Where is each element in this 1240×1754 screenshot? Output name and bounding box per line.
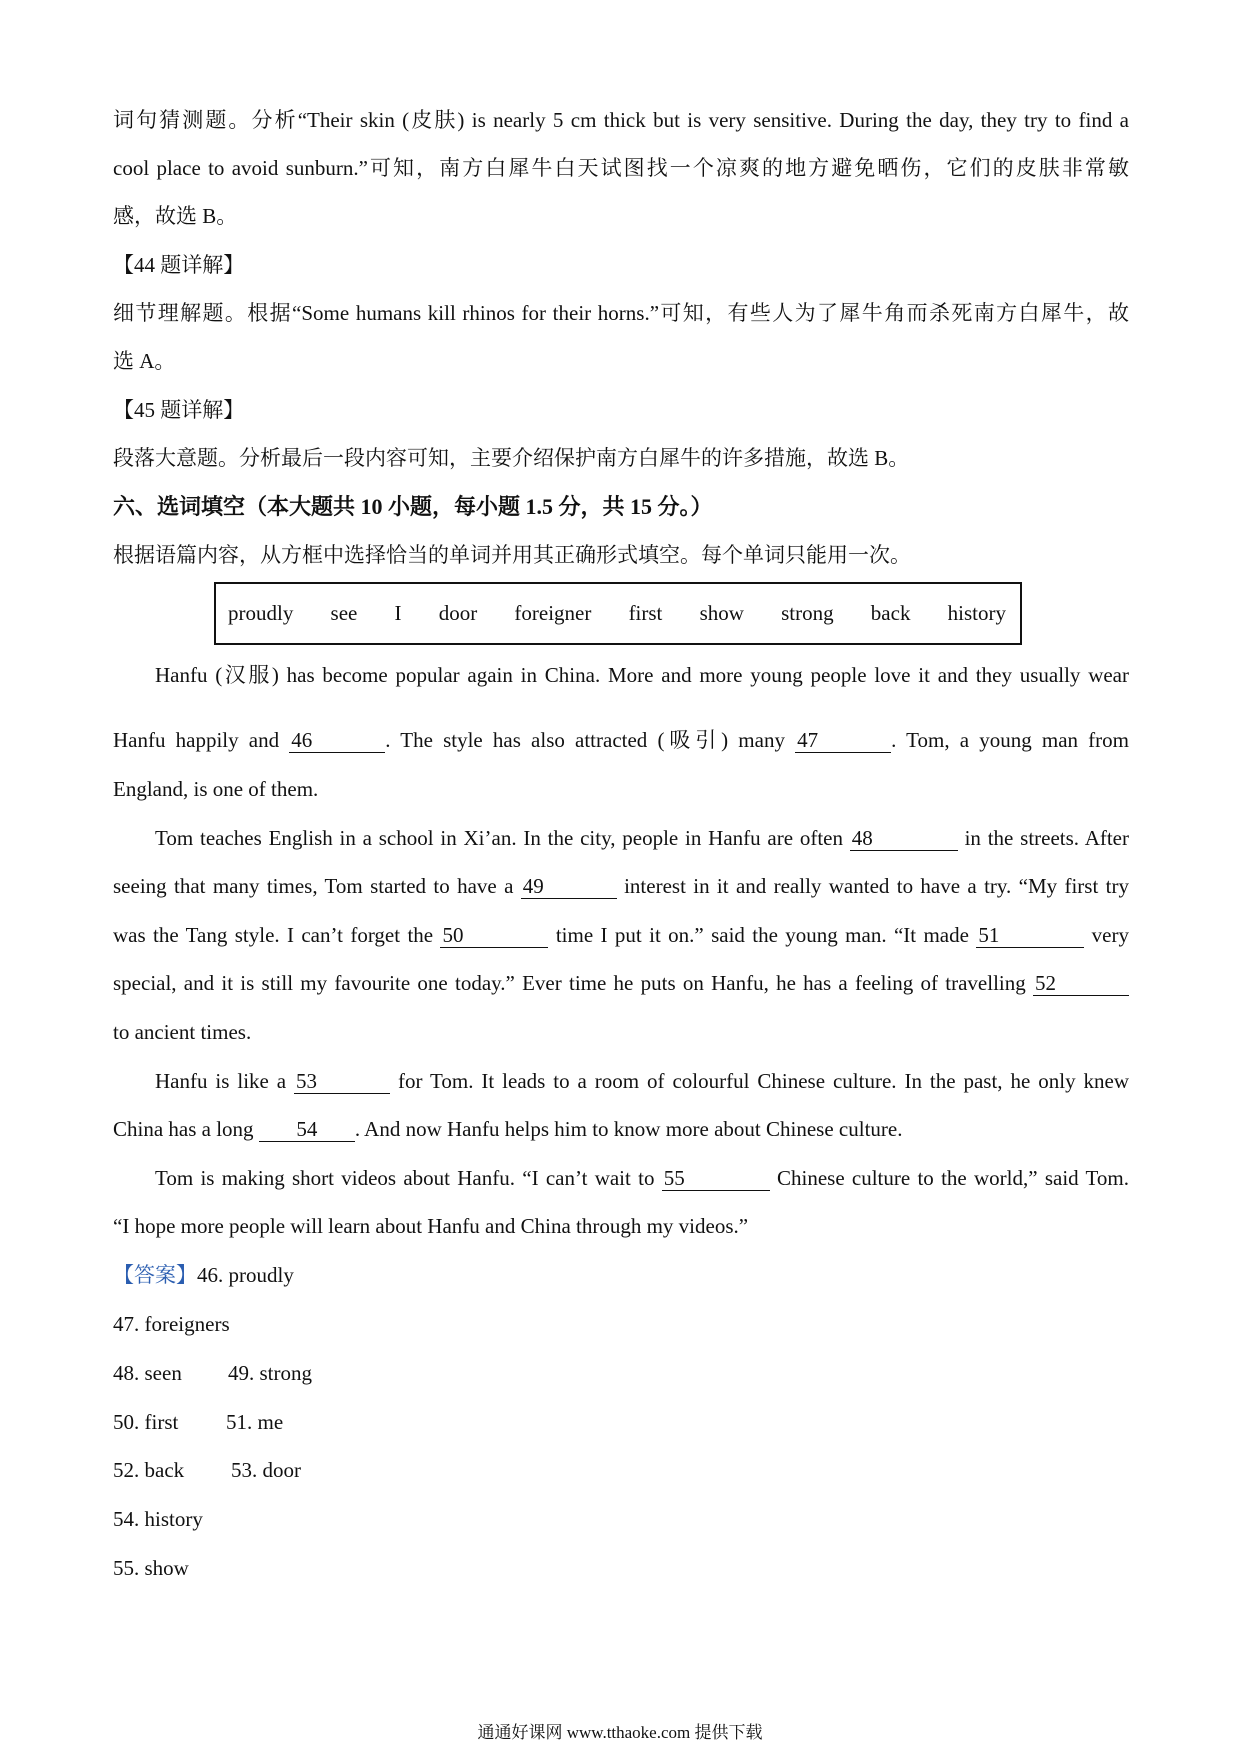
word-box-item: proudly (228, 601, 294, 625)
passage-p4-line-2: “I hope more people will learn about Hanfu and China through my videos.” (113, 1214, 749, 1238)
q43-analysis-line-3: 感，故选 B。 (113, 204, 238, 228)
word-box-item: back (870, 601, 911, 625)
word-box-item: foreigner (514, 601, 592, 625)
passage-text: . The style has also attracted (吸引) many (385, 728, 796, 752)
answers-line-4 (113, 1407, 1129, 1437)
passage-p3-line-1 (155, 1066, 1129, 1096)
answer-49: 49. strong (228, 1361, 312, 1385)
word-box-item: first (628, 601, 663, 625)
blank-49: 49 (521, 874, 617, 899)
answers-line-5 (113, 1455, 1129, 1485)
q45-analysis-line-1: 段落大意题。分析最后一段内容可知，主要介绍保护南方白犀牛的许多措施，故选 B。 (113, 446, 910, 470)
passage-p1-line-1: Hanfu (汉服) has become popular again in China. More and more young people love it and they usually wear (155, 663, 1129, 687)
section-heading: 六、选词填空（本大题共 10 小题，每小题 1.5 分，共 15 分。） (113, 494, 713, 519)
passage-text: Tom teaches English in a school in Xi’an. In the city, people in Hanfu are often (155, 826, 850, 850)
passage-p2-line-4 (113, 968, 1129, 998)
q44-analysis-line-1: 细节理解题。根据“Some humans kill rhinos for their horns.”可知，有些人为了犀牛角而杀死南方白犀牛，故 (113, 301, 1129, 325)
passage-text: Tom is making short videos about Hanfu. “I can’t wait to (155, 1166, 662, 1190)
answers-line-3 (113, 1358, 1129, 1388)
blank-52: 52 (1033, 971, 1129, 996)
q45-title: 【45 题详解】 (113, 398, 245, 422)
passage-text: China has a long (113, 1117, 259, 1141)
passage-text: Hanfu is like a (155, 1069, 295, 1093)
q44-title: 【44 题详解】 (113, 253, 245, 277)
passage-text: . And now Hanfu helps him to know more about Chinese culture. (354, 1117, 903, 1141)
passage-text: was the Tang style. I can’t forget the (113, 923, 441, 947)
answer-51: 51. me (226, 1410, 284, 1434)
answer-50: 50. first (113, 1410, 179, 1434)
word-box-item: I (394, 601, 402, 625)
blank-53: 53 (294, 1069, 390, 1094)
passage-p2-line-3 (113, 920, 1129, 950)
blank-48: 48 (850, 826, 958, 851)
answer-47: 47. foreigners (113, 1312, 230, 1336)
word-box-item: door (438, 601, 478, 625)
passage-text: . Tom, a young man from (891, 728, 1129, 752)
passage-p1-line-3: England, is one of them. (113, 777, 319, 801)
answer-label: 【答案】 (113, 1263, 197, 1287)
passage-p3-line-2 (113, 1114, 1129, 1144)
blank-46: 46 (289, 728, 385, 753)
answers-line-1 (113, 1260, 1129, 1290)
section-instruction: 根据语篇内容，从方框中选择恰当的单词并用其正确形式填空。每个单词只能用一次。 (113, 543, 911, 567)
word-box-item: strong (781, 601, 834, 625)
passage-p4-line-1 (155, 1163, 1129, 1193)
passage-p2-line-2 (113, 871, 1129, 901)
answer-52: 52. back (113, 1458, 185, 1482)
passage-text: special, and it is still my favourite one today.” Ever time he puts on Hanfu, he has a feeling of travelling (113, 971, 1033, 995)
blank-47: 47 (795, 728, 891, 753)
q44-analysis-line-2: 选 A。 (113, 349, 176, 373)
answer-48: 48. seen (113, 1361, 182, 1385)
passage-p2-line-5: to ancient times. (113, 1020, 252, 1044)
answer-46: 46. proudly (197, 1263, 294, 1287)
blank-54: 54 (259, 1117, 355, 1142)
blank-50: 50 (440, 923, 548, 948)
passage-p1-line-2 (113, 725, 1129, 755)
passage-text: seeing that many times, Tom started to have a (113, 874, 521, 898)
blank-51: 51 (976, 923, 1084, 948)
passage-p2-line-1 (155, 823, 1129, 853)
passage-text: Chinese culture to the world,” said Tom. (769, 1166, 1129, 1190)
q43-analysis-line-1: 词句猜测题。分析“Their skin (皮肤) is nearly 5 cm thick but is very sensitive. During the day, they try to find a (113, 108, 1129, 132)
word-box-item: show (699, 601, 744, 625)
passage-text: time I put it on.” said the young man. “It made (548, 923, 977, 947)
word-box-item: history (947, 601, 1006, 625)
passage-text: for Tom. It leads to a room of colourful Chinese culture. In the past, he only knew (390, 1069, 1130, 1093)
answer-54: 54. history (113, 1507, 203, 1531)
word-box (214, 582, 1022, 645)
q43-analysis-line-2: cool place to avoid sunburn.”可知，南方白犀牛白天试图找一个凉爽的地方避免晒伤，它们的皮肤非常敏 (113, 156, 1129, 180)
passage-text: Hanfu happily and (113, 728, 290, 752)
passage-text: in the streets. After (957, 826, 1129, 850)
answer-53: 53. door (231, 1458, 301, 1482)
word-box-item: see (330, 601, 358, 625)
page-footer: 通通好课网 www.tthaoke.com 提供下载 (477, 1723, 763, 1742)
passage-text: very (1084, 923, 1129, 947)
answer-55: 55. show (113, 1556, 189, 1580)
passage-text: interest in it and really wanted to have a try. “My first try (616, 874, 1129, 898)
blank-55: 55 (662, 1166, 770, 1191)
